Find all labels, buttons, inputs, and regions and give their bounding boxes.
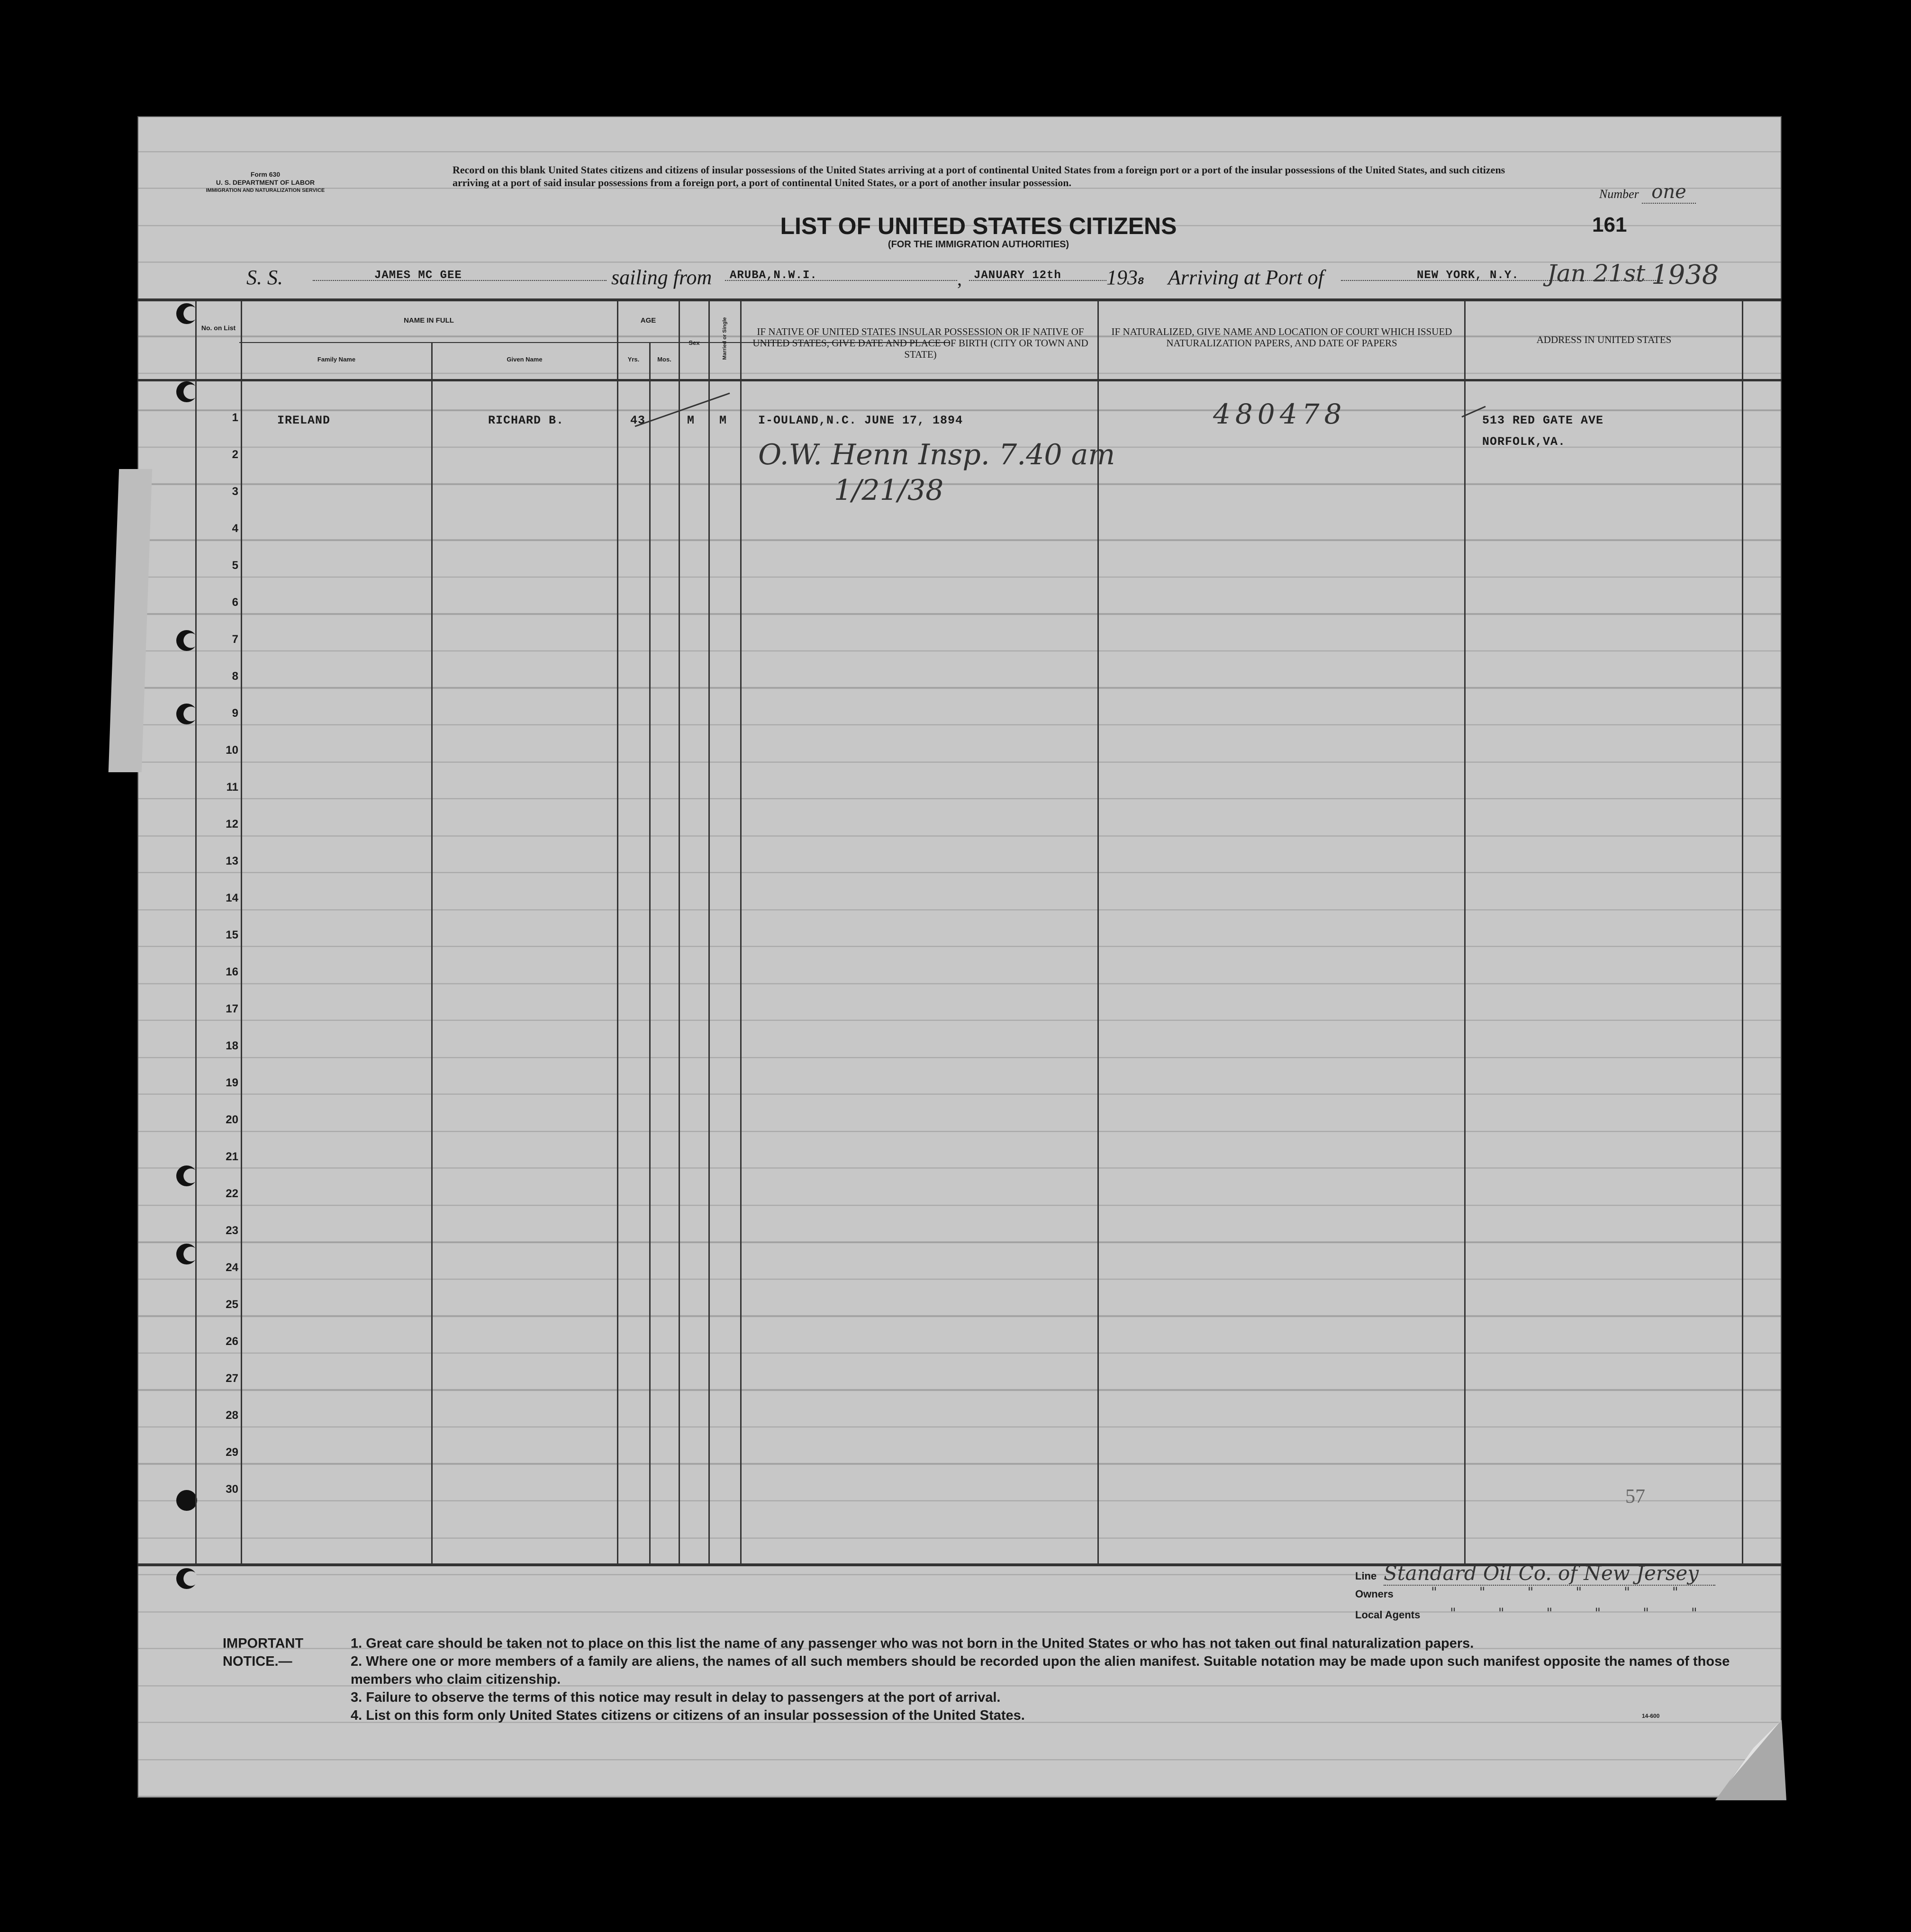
sail-date: JANUARY 12th bbox=[974, 269, 1061, 282]
inspection-date: 1/21/38 bbox=[834, 474, 944, 507]
notice-list bbox=[351, 1634, 1744, 1724]
row-number: 29 bbox=[226, 1446, 238, 1459]
row-number: 11 bbox=[226, 781, 238, 794]
table-top-rule bbox=[137, 298, 1782, 301]
punch-hole bbox=[176, 1568, 197, 1589]
curled-corner-icon bbox=[1715, 1720, 1786, 1800]
manifest-sheet bbox=[137, 116, 1782, 1798]
owners-row bbox=[1355, 1584, 1748, 1605]
ship-name: JAMES MC GEE bbox=[374, 269, 462, 282]
slash-mark-icon bbox=[630, 388, 734, 431]
row-number: 16 bbox=[226, 966, 238, 978]
notice-item: 2. Where one or more members of a family are aliens, the names of all such members should be recorded upon the alien manifest. Suitable notation may be made upon such manifest opposite the names of those members who claim citizenship. bbox=[351, 1654, 1730, 1687]
given-name-cell: RICHARD B. bbox=[488, 414, 564, 427]
row-number: 22 bbox=[226, 1187, 238, 1200]
notice-item: 1. Great care should be taken not to place on this list the name of any passenger who was not born in the United States or who has not taken out final naturalization papers. bbox=[351, 1636, 1474, 1651]
col-divider bbox=[1464, 301, 1466, 1563]
header-naturalized: IF NATURALIZED, GIVE NAME AND LOCATION OF COURT WHICH ISSUED NATURALIZATION PAPERS, AND DATE OF PAPERS bbox=[1111, 326, 1452, 349]
row-number: 18 bbox=[226, 1039, 238, 1052]
col-divider bbox=[649, 342, 651, 1563]
inspection-note: O.W. Henn Insp. 7.40 am bbox=[758, 438, 1115, 471]
naturalized-cell: 480478 bbox=[1213, 398, 1347, 430]
col-divider bbox=[431, 342, 433, 1563]
col-divider bbox=[740, 301, 742, 1563]
row-number: 14 bbox=[226, 892, 238, 904]
row-number: 28 bbox=[226, 1409, 238, 1422]
line-owners-agents bbox=[1355, 1563, 1748, 1626]
ss-label: S. S. bbox=[246, 266, 283, 289]
age-yrs-cell: 43 bbox=[630, 414, 646, 427]
col-divider bbox=[1097, 301, 1099, 1563]
agents-label: Local Agents bbox=[1355, 1609, 1421, 1621]
header-family-name: Family Name bbox=[317, 356, 356, 363]
form-title: LIST OF UNITED STATES CITIZENS bbox=[780, 213, 1177, 239]
header-address: ADDRESS IN UNITED STATES bbox=[1536, 334, 1672, 345]
sex-cell: M bbox=[687, 414, 695, 427]
row-number: 5 bbox=[232, 559, 238, 572]
form-instruction: Record on this blank United States citizens and citizens of insular possessions of the United States arriving at a port of continental United States from a foreign port or a port of the insular possessions of the United States, and such citizens arriving at a port of said insular possessions from a foreign port, a port of continental United States, or a port of another insular possession. bbox=[453, 164, 1505, 189]
header-sex: Sex bbox=[688, 339, 700, 346]
line-row bbox=[1355, 1563, 1748, 1584]
punch-hole bbox=[176, 303, 197, 324]
address-line1-cell: 513 RED GATE AVE bbox=[1482, 414, 1604, 427]
notice-title: IMPORTANT NOTICE.— bbox=[223, 1636, 304, 1669]
row-number: 15 bbox=[226, 929, 238, 941]
row-number: 9 bbox=[232, 707, 238, 720]
col-divider bbox=[617, 301, 618, 1563]
row-number: 20 bbox=[226, 1113, 238, 1126]
punch-hole bbox=[176, 1244, 197, 1264]
row-number: 25 bbox=[226, 1298, 238, 1311]
row-number: 24 bbox=[226, 1261, 238, 1274]
row-number: 27 bbox=[226, 1372, 238, 1385]
col-divider bbox=[679, 301, 680, 1563]
notice-item: 4. List on this form only United States citizens or citizens of an insular possession of the United States. bbox=[351, 1708, 1025, 1723]
row-number: 6 bbox=[232, 596, 238, 609]
col-divider bbox=[708, 301, 710, 1563]
header-married-or-single: Married or Single bbox=[722, 317, 728, 360]
form-code: 14-600 bbox=[1642, 1713, 1660, 1719]
punch-hole bbox=[176, 704, 197, 724]
row-number: 23 bbox=[226, 1224, 238, 1237]
comma: , bbox=[957, 268, 962, 289]
service: IMMIGRATION AND NATURALIZATION SERVICE bbox=[206, 188, 325, 193]
header-age: AGE bbox=[640, 316, 656, 325]
col-divider bbox=[241, 301, 242, 1563]
row-number: 21 bbox=[226, 1150, 238, 1163]
row-number: 26 bbox=[226, 1335, 238, 1348]
header-yrs: Yrs. bbox=[627, 356, 640, 363]
dash-mark-icon bbox=[1459, 403, 1488, 422]
row-number: 30 bbox=[226, 1483, 238, 1496]
year-printed: 193 bbox=[1106, 266, 1138, 289]
year-field bbox=[1106, 265, 1144, 289]
agents-value: " " " " " " bbox=[1450, 1605, 1716, 1621]
stamp-number: 57 bbox=[1625, 1486, 1645, 1508]
row-number: 2 bbox=[232, 448, 238, 461]
header-given-name: Given Name bbox=[507, 356, 543, 363]
form-id: Form 630 bbox=[250, 171, 281, 178]
line-value: Standard Oil Co. of New Jersey bbox=[1384, 1562, 1715, 1586]
arrival-year: 1938 bbox=[1651, 260, 1719, 290]
row-number: 17 bbox=[226, 1002, 238, 1015]
notice-item: 3. Failure to observe the terms of this notice may result in delay to passengers at the port of arrival. bbox=[351, 1690, 1001, 1705]
number-value: one bbox=[1642, 181, 1696, 204]
punch-hole bbox=[176, 1165, 197, 1186]
arrival-date: Jan 21st bbox=[1547, 260, 1646, 287]
owners-value: " " " " " " bbox=[1431, 1584, 1697, 1600]
number-label: Number bbox=[1599, 187, 1639, 201]
punch-hole bbox=[176, 630, 197, 651]
row-number: 8 bbox=[232, 670, 238, 683]
form-id-block bbox=[180, 171, 351, 195]
header-name-in-full: NAME IN FULL bbox=[404, 316, 454, 325]
punch-hole bbox=[176, 1490, 197, 1511]
row-number: 10 bbox=[226, 744, 238, 757]
form-subtitle: (FOR THE IMMIGRATION AUTHORITIES) bbox=[888, 239, 1069, 250]
agents-row bbox=[1355, 1605, 1748, 1626]
number-field bbox=[1599, 181, 1696, 203]
birth-cell: I-OULAND,N.C. JUNE 17, 1894 bbox=[758, 414, 963, 427]
arrival-port: NEW YORK, N.Y. bbox=[1417, 269, 1519, 282]
punch-hole bbox=[176, 381, 197, 402]
owners-label: Owners bbox=[1355, 1588, 1394, 1600]
married-cell: M bbox=[719, 414, 727, 427]
line-label: Line bbox=[1355, 1570, 1377, 1582]
address-line2-cell: NORFOLK,VA. bbox=[1482, 435, 1566, 449]
row-number: 12 bbox=[226, 818, 238, 831]
row-number: 4 bbox=[232, 522, 238, 535]
arriving-label: Arriving at Port of bbox=[1168, 266, 1324, 289]
header-no-on-list: No. on List bbox=[201, 324, 236, 332]
row-number: 19 bbox=[226, 1076, 238, 1089]
page-number: 161 bbox=[1592, 213, 1627, 236]
row-number: 7 bbox=[232, 633, 238, 646]
department: U. S. DEPARTMENT OF LABOR bbox=[216, 179, 315, 186]
row-number: 3 bbox=[232, 485, 238, 498]
header-mos: Mos. bbox=[657, 356, 671, 363]
col-divider bbox=[1742, 301, 1743, 1563]
from-port: ARUBA,N.W.I. bbox=[730, 269, 817, 282]
row-number: 1 bbox=[232, 411, 238, 424]
row-number: 13 bbox=[226, 855, 238, 867]
sailing-label: sailing from bbox=[611, 266, 712, 289]
year-typed: 8 bbox=[1138, 276, 1145, 288]
family-name-cell: IRELAND bbox=[277, 414, 331, 427]
header-bottom-rule bbox=[137, 379, 1782, 381]
header-native: IF NATIVE OF UNITED STATES INSULAR POSSESSION OR IF NATIVE OF UNITED STATES, GIVE DATE AND PLACE OF BIRTH (CITY OR TOWN AND STATE) bbox=[752, 326, 1088, 360]
